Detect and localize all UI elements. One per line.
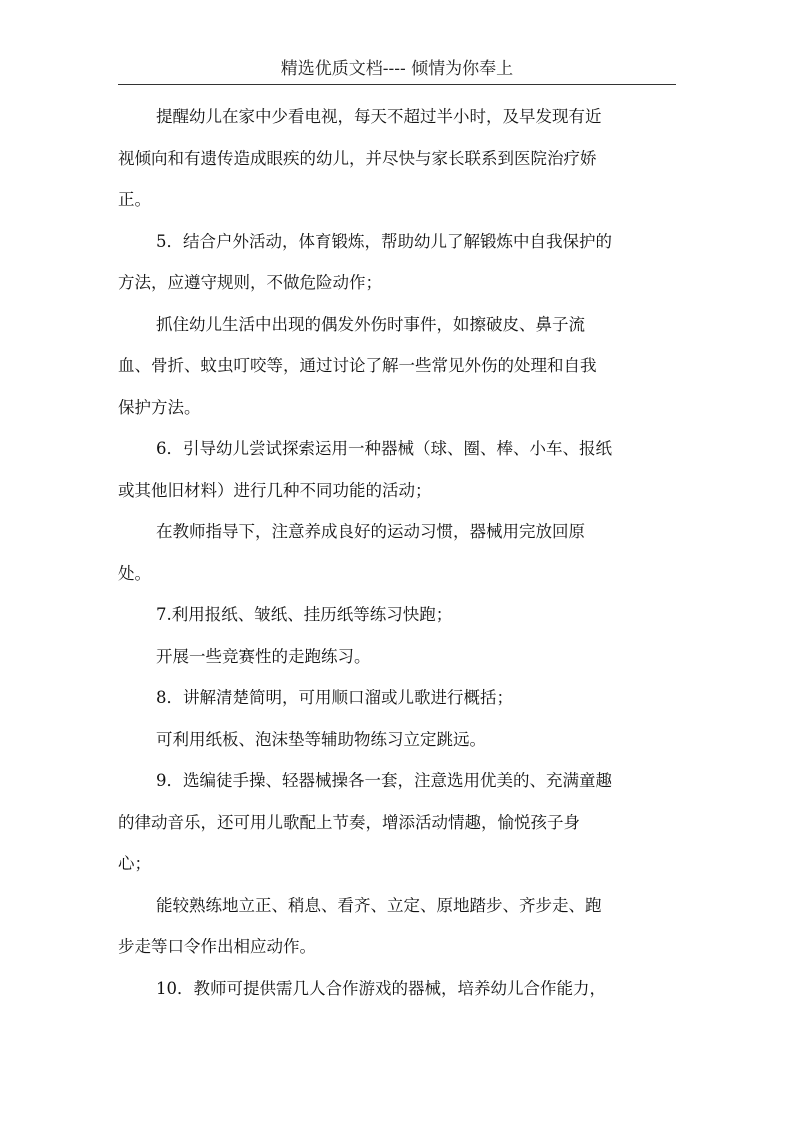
document-body bbox=[118, 96, 678, 1009]
text-line: 6．引导幼儿尝试探索运用一种器械（球、圈、棒、小车、报纸 bbox=[156, 439, 612, 458]
text-line: 7.利用报纸、皱纸、挂历纸等练习快跑； bbox=[156, 605, 453, 624]
header-divider bbox=[118, 84, 676, 85]
text-line: 可利用纸板、泡沫垫等辅助物练习立定跳远。 bbox=[156, 729, 486, 749]
text-line: 方法，应遵守规则，不做危险动作； bbox=[118, 273, 382, 292]
text-line: 或其他旧材料）进行几种不同功能的活动； bbox=[118, 480, 432, 500]
text-line: 抓住幼儿生活中出现的偶发外伤时事件，如擦破皮、鼻子流 bbox=[156, 314, 585, 334]
text-line: 步走等口令作出相应动作。 bbox=[118, 937, 316, 956]
text-line: 9．选编徒手操、轻器械操各一套，注意选用优美的、充满童趣 bbox=[156, 771, 612, 790]
text-line: 能较熟练地立正、稍息、看齐、立定、原地踏步、齐步走、跑 bbox=[156, 895, 602, 915]
text-line: 开展一些竞赛性的走跑练习。 bbox=[156, 646, 371, 666]
text-line: 血、骨折、蚊虫叮咬等，通过讨论了解一些常见外伤的处理和自我 bbox=[118, 356, 597, 375]
text-line: 正。 bbox=[118, 190, 151, 209]
text-line: 5．结合户外活动，体育锻炼，帮助幼儿了解锻炼中自我保护的 bbox=[156, 231, 612, 251]
text-line: 保护方法。 bbox=[118, 397, 201, 417]
text-line: 的律动音乐，还可用儿歌配上节奏，增添活动情趣，愉悦孩子身 bbox=[118, 812, 580, 832]
text-line: 8．讲解清楚简明，可用顺口溜或儿歌进行概括； bbox=[156, 688, 513, 707]
text-line: 处。 bbox=[118, 563, 151, 583]
page-header: 精选优质文档---- 倾情为你奉上 bbox=[280, 59, 514, 79]
text-line: 在教师指导下，注意养成良好的运动习惯，器械用完放回原 bbox=[156, 522, 585, 541]
text-line: 10．教师可提供需几人合作游戏的器械，培养幼儿合作能力， bbox=[156, 978, 606, 998]
text-line: 提醒幼儿在家中少看电视，每天不超过半小时，及早发现有近 bbox=[156, 107, 602, 126]
text-line: 视倾向和有遗传造成眼疾的幼儿，并尽快与家长联系到医院治疗娇 bbox=[118, 148, 597, 168]
text-line: 心； bbox=[118, 854, 151, 873]
